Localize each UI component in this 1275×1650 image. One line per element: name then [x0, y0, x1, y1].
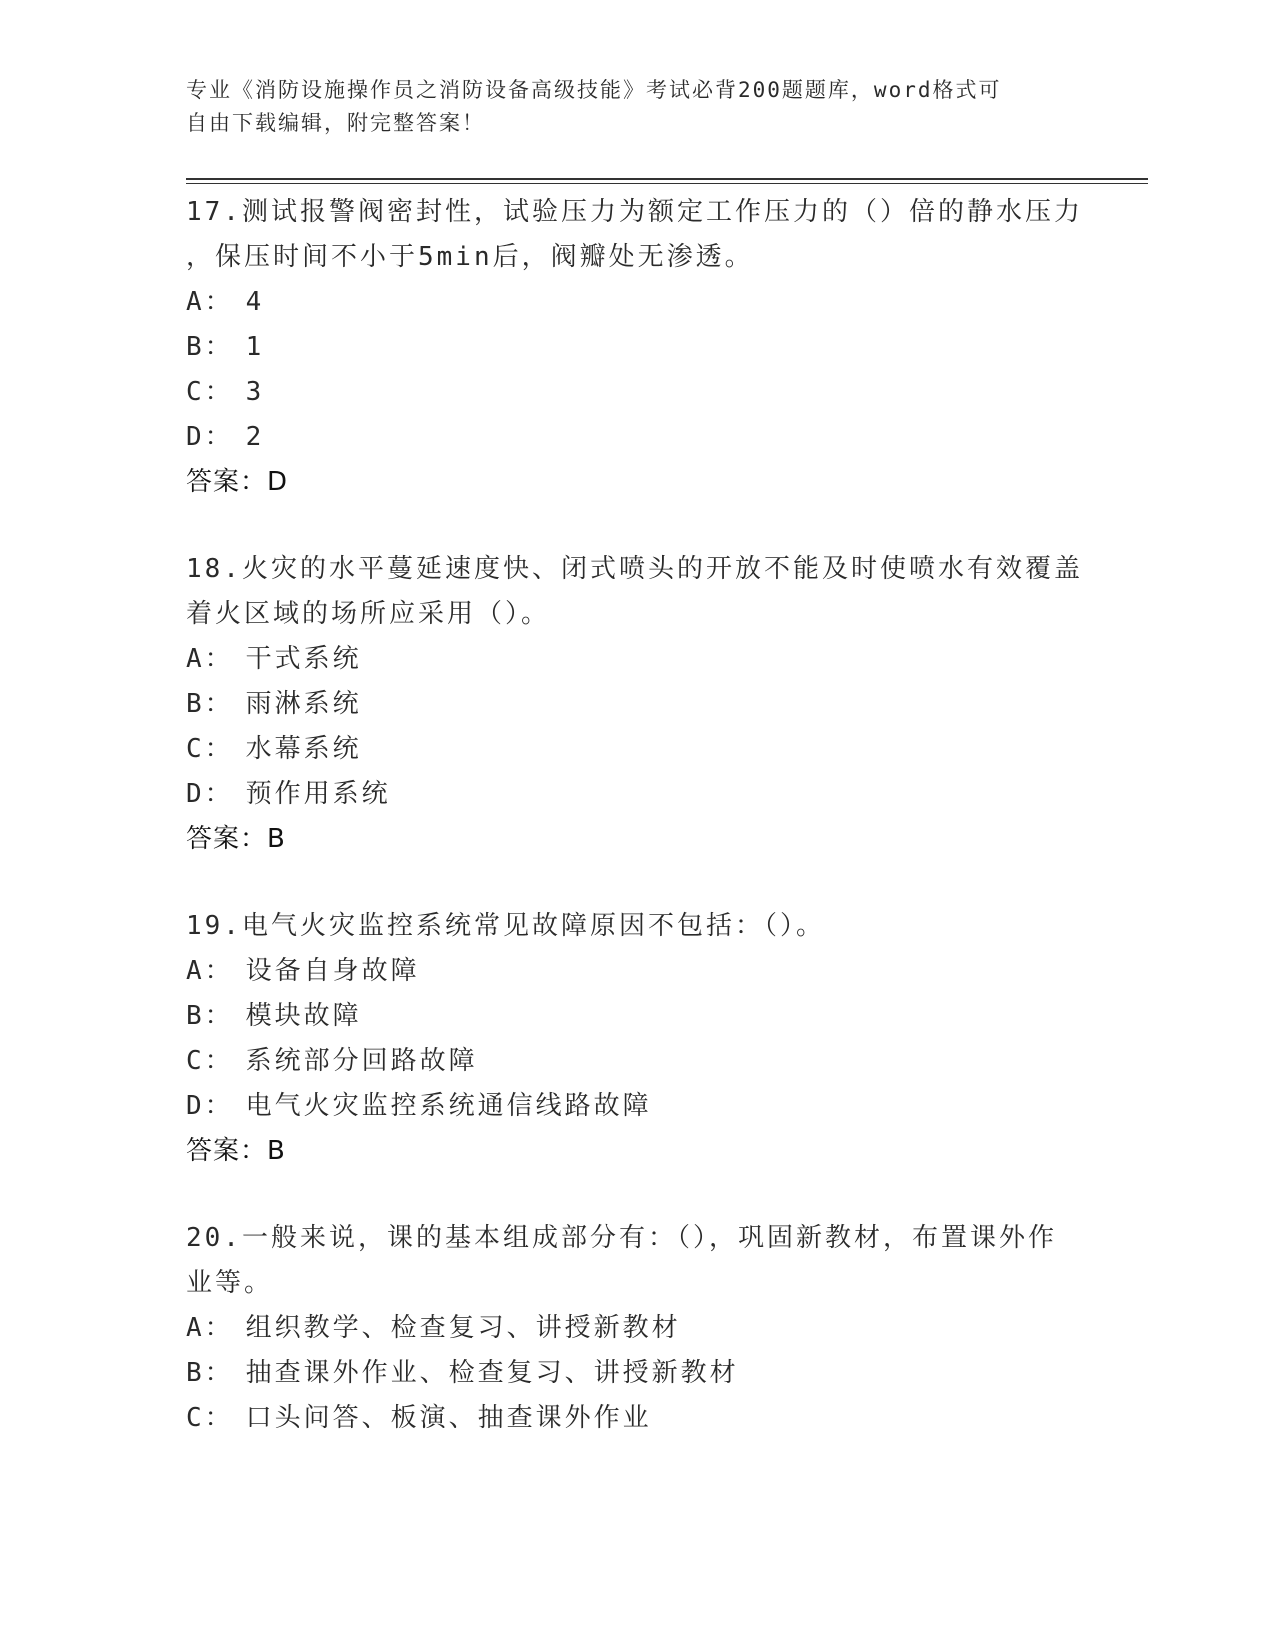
option-key: B： — [186, 1358, 234, 1388]
option-key: C： — [186, 734, 234, 764]
option-key: D： — [186, 422, 234, 452]
header-divider-thin — [186, 183, 1148, 184]
option-b — [186, 994, 1086, 1039]
option-key: A： — [186, 287, 234, 317]
question-18 — [186, 547, 1086, 862]
option-key: A： — [186, 1313, 234, 1343]
option-text: 设备自身故障 — [245, 956, 420, 986]
document-header — [186, 74, 1086, 140]
option-key: D： — [186, 779, 234, 809]
option-text: 系统部分回路故障 — [245, 1046, 478, 1076]
option-key: B： — [186, 1001, 234, 1031]
question-stem — [186, 1216, 1086, 1306]
header-line-1: 专业《消防设施操作员之消防设备高级技能》考试必背200题题库，word格式可 — [186, 78, 1002, 102]
question-list — [186, 190, 1086, 1483]
question-19 — [186, 904, 1086, 1174]
option-text: 组织教学、检查复习、讲授新教材 — [245, 1313, 681, 1343]
option-text: 干式系统 — [245, 644, 362, 674]
option-c — [186, 370, 1086, 415]
header-line-2: 自由下载编辑，附完整答案！ — [186, 111, 485, 135]
option-text: 水幕系统 — [245, 734, 362, 764]
option-key: B： — [186, 689, 234, 719]
question-stem-line-1: 19.电气火灾监控系统常见故障原因不包括：（）。 — [186, 911, 825, 941]
option-text: 电气火灾监控系统通信线路故障 — [245, 1091, 652, 1121]
option-key: D： — [186, 1091, 234, 1121]
question-17 — [186, 190, 1086, 505]
option-key: B： — [186, 332, 234, 362]
question-stem — [186, 190, 1086, 280]
option-b — [186, 1351, 1086, 1396]
option-a — [186, 280, 1086, 325]
option-d — [186, 415, 1086, 460]
option-b — [186, 682, 1086, 727]
answer-label: 答案：B — [186, 824, 286, 854]
option-key: C： — [186, 1046, 234, 1076]
answer-label: 答案：B — [186, 1136, 286, 1166]
option-a — [186, 1306, 1086, 1351]
option-a — [186, 637, 1086, 682]
question-stem-line-2: 着火区域的场所应采用（）。 — [186, 599, 551, 629]
question-stem-line-1: 20.一般来说，课的基本组成部分有：（），巩固新教材，布置课外作 — [186, 1223, 1057, 1253]
question-stem-line-1: 18.火灾的水平蔓延速度快、闭式喷头的开放不能及时使喷水有效覆盖 — [186, 554, 1083, 584]
option-a — [186, 949, 1086, 994]
option-key: A： — [186, 956, 234, 986]
option-c — [186, 1039, 1086, 1084]
option-text: 4 — [245, 287, 265, 317]
option-c — [186, 1396, 1086, 1441]
option-text: 模块故障 — [245, 1001, 362, 1031]
question-stem — [186, 547, 1086, 637]
option-d — [186, 772, 1086, 817]
option-text: 抽查课外作业、检查复习、讲授新教材 — [245, 1358, 739, 1388]
option-key: C： — [186, 377, 234, 407]
option-text: 3 — [245, 377, 265, 407]
question-stem-line-1: 17.测试报警阀密封性，试验压力为额定工作压力的（）倍的静水压力 — [186, 197, 1083, 227]
option-text: 2 — [245, 422, 265, 452]
option-text: 预作用系统 — [245, 779, 391, 809]
option-b — [186, 325, 1086, 370]
option-key: C： — [186, 1403, 234, 1433]
question-20 — [186, 1216, 1086, 1441]
question-stem-line-2: 业等。 — [186, 1268, 274, 1298]
option-text: 口头问答、板演、抽查课外作业 — [245, 1403, 652, 1433]
question-stem-line-2: ，保压时间不小于5min后，阀瓣处无渗透。 — [186, 242, 754, 272]
answer-label: 答案：D — [186, 467, 289, 497]
option-d — [186, 1084, 1086, 1129]
header-divider-thick — [186, 178, 1148, 180]
option-text: 雨淋系统 — [245, 689, 362, 719]
option-c — [186, 727, 1086, 772]
question-stem — [186, 904, 1086, 949]
option-key: A： — [186, 644, 234, 674]
option-text: 1 — [245, 332, 265, 362]
